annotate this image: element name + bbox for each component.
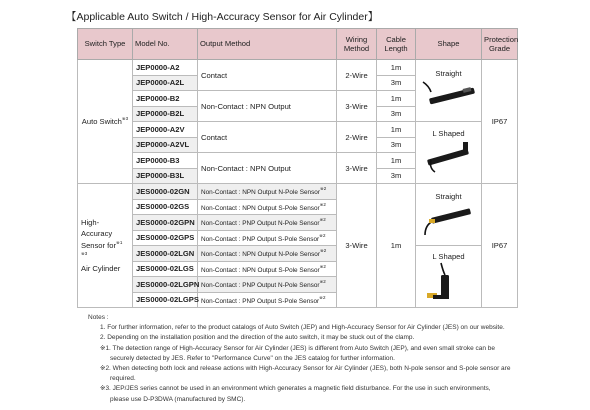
output-cell <box>198 277 337 293</box>
model-cell: JEP0000-A2 <box>133 60 198 76</box>
model-cell: JEP0000-B3 <box>133 153 198 169</box>
cable-cell: 1m <box>377 122 416 138</box>
switch-type-label: High-Accuracy <box>81 218 113 239</box>
switch-type-auto <box>78 60 133 184</box>
table-header-row <box>78 29 518 60</box>
notes-heading: Notes : <box>88 314 109 321</box>
header-model-no: Model No. <box>133 29 198 60</box>
note-item: ※2. When detecting both lock and release actions with High-Accuracy Sensor for Air Cylinder (JES), both N-pole sensor and S-pole sensor are <box>100 365 511 373</box>
note-item: 2. Depending on the installation position and the direction of the auto switch, it may be stuck out of the clamp. <box>100 334 415 342</box>
model-cell: JES0000-02LGPS <box>133 292 198 308</box>
cable-cell: 1m <box>377 184 416 308</box>
l-shaped-switch-image <box>419 138 479 176</box>
footnote-mark: ※3 <box>121 115 129 121</box>
output-cell <box>198 292 337 308</box>
model-cell: JEP0000-A2V <box>133 122 198 138</box>
output-text: Non-Contact : NPN Output N-Pole Sensor <box>201 251 320 259</box>
wiring-cell: 3-Wire <box>337 153 377 184</box>
shape-label: Straight <box>435 69 462 78</box>
output-cell: Non-Contact : NPN Output <box>198 153 337 184</box>
model-cell: JEP0000-B3L <box>133 168 198 184</box>
header-switch-type: Switch Type <box>78 29 133 60</box>
footnote-mark: ※2 <box>319 294 326 300</box>
output-text: Non-Contact : NPN Output S-Pole Sensor <box>201 266 320 274</box>
protection-cell: IP67 <box>482 60 518 184</box>
wiring-cell: 3-Wire <box>337 91 377 122</box>
header-protection-grade: Protection Grade <box>482 29 518 60</box>
footnote-mark: ※1 ※3 <box>81 239 123 257</box>
footnote-mark: ※2 <box>320 248 327 254</box>
output-cell <box>198 215 337 231</box>
cable-cell: 3m <box>377 106 416 122</box>
model-cell: JEP0000-B2 <box>133 91 198 107</box>
switch-type-label: Auto Switch <box>81 116 122 126</box>
l-shaped-sensor-image <box>419 261 479 301</box>
output-cell <box>198 199 337 215</box>
header-cable-length: Cable Length <box>377 29 416 60</box>
shape-straight-cell <box>416 184 482 246</box>
wiring-cell: 3-Wire <box>337 184 377 308</box>
note-item: ※1. The detection range of High-Accuracy Sensor for Air Cylinder (JES) is different from Auto Switch (JEP), and even small stroke can be <box>100 344 496 352</box>
model-cell: JES0000-02LGN <box>133 246 198 262</box>
output-text: Non-Contact : PNP Output S-Pole Sensor <box>201 235 320 243</box>
model-cell: JES0000-02GN <box>133 184 198 200</box>
output-cell: Non-Contact : NPN Output <box>198 91 337 122</box>
note-item: required. <box>110 375 136 383</box>
cable-cell: 3m <box>377 75 416 91</box>
cable-cell: 1m <box>377 60 416 76</box>
output-text: Non-Contact : PNP Output N-Pole Sensor <box>201 220 320 228</box>
cable-cell: 1m <box>377 153 416 169</box>
cable-cell: 1m <box>377 91 416 107</box>
header-wiring-method: Wiring Method <box>337 29 377 60</box>
output-cell <box>198 246 337 262</box>
table-row <box>78 184 518 200</box>
footnote-mark: ※2 <box>319 217 326 223</box>
shape-label: Straight <box>435 192 462 201</box>
note-item: please use D-P3DWA (manufactured by SMC). <box>110 395 246 403</box>
model-cell: JES0000-02LGS <box>133 261 198 277</box>
note-item: 1. For further information, refer to the product catalogs of Auto Switch (JEP) and High-Accuracy Sensor for Air Cylinder (JES) on our website. <box>100 324 505 332</box>
model-cell: JES0000-02LGPN <box>133 277 198 293</box>
page-title: 【Applicable Auto Switch / High-Accuracy Sensor for Air Cylinder】 <box>66 11 379 23</box>
output-cell <box>198 184 337 200</box>
straight-switch-image <box>419 78 479 112</box>
output-cell <box>198 230 337 246</box>
model-cell: JEP0000-A2VL <box>133 137 198 153</box>
note-item: securely detected by JES. Refer to "Performance Curve" on the JES catalog for further information. <box>110 354 395 362</box>
table-row <box>78 122 518 138</box>
model-cell: JES0000-02GS <box>133 199 198 215</box>
switch-type-high-accuracy <box>78 184 133 308</box>
model-cell: JEP0000-A2L <box>133 75 198 91</box>
header-shape: Shape <box>416 29 482 60</box>
header-output-method: Output Method <box>198 29 337 60</box>
footnote-mark: ※2 <box>319 232 326 238</box>
output-text: Non-Contact : NPN Output S-Pole Sensor <box>201 204 320 212</box>
table-row <box>78 246 518 262</box>
shape-label: L Shaped <box>432 129 465 138</box>
switch-type-label: Sensor for <box>81 240 117 250</box>
shape-l-cell <box>416 122 482 184</box>
output-text: Non-Contact : PNP Output S-Pole Sensor <box>201 297 320 305</box>
footnote-mark: ※2 <box>319 263 326 269</box>
table-row <box>78 60 518 76</box>
output-cell: Contact <box>198 122 337 153</box>
model-cell: JEP0000-B2L <box>133 106 198 122</box>
shape-straight-cell <box>416 60 482 122</box>
model-cell: JES0000-02GPN <box>133 215 198 231</box>
footnote-mark: ※2 <box>319 279 326 285</box>
model-cell: JES0000-02GPS <box>133 230 198 246</box>
wiring-cell: 2-Wire <box>337 60 377 91</box>
note-item: ※3. JEP/JES series cannot be used in an environment which generates a magnetic field disturbance. For the use in such environments, <box>100 385 491 393</box>
spec-table <box>77 28 518 308</box>
output-cell <box>198 261 337 277</box>
straight-sensor-image <box>419 201 479 237</box>
cable-cell: 3m <box>377 168 416 184</box>
footnote-mark: ※2 <box>320 186 327 192</box>
switch-type-label: Air Cylinder <box>81 263 121 273</box>
notes-section <box>88 313 528 405</box>
shape-l-cell <box>416 246 482 308</box>
output-text: Non-Contact : PNP Output N-Pole Sensor <box>201 282 320 290</box>
wiring-cell: 2-Wire <box>337 122 377 153</box>
protection-cell: IP67 <box>482 184 518 308</box>
cable-cell: 3m <box>377 137 416 153</box>
output-cell: Contact <box>198 60 337 91</box>
output-text: Non-Contact : NPN Output N-Pole Sensor <box>201 189 320 197</box>
footnote-mark: ※2 <box>319 201 326 207</box>
shape-label: L Shaped <box>432 252 465 261</box>
